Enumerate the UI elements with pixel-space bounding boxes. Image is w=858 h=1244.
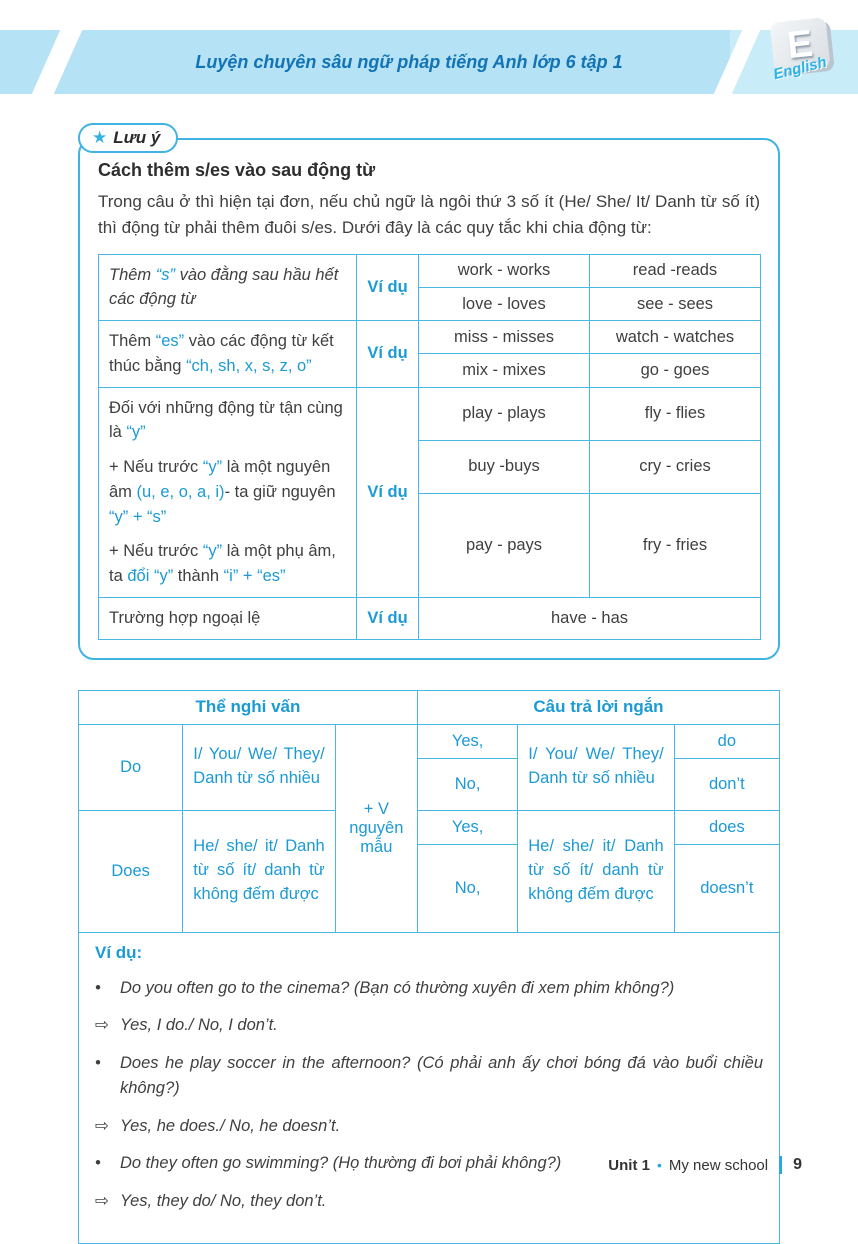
rule-row [99, 254, 761, 287]
vidu-label-cell: Ví dụ [357, 321, 419, 388]
footer-dot: • [656, 1157, 662, 1173]
qa-header-answer: Câu trả lời ngắn [417, 690, 779, 724]
example-cell: cry - cries [590, 440, 761, 493]
page-footer [608, 1156, 802, 1174]
rule-desc-cell [99, 387, 357, 597]
rule-desc-line: + Nếu trước “y” là một nguyên âm (u, e, o, a, i)- ta giữ nguyên “y” + “s” [109, 458, 336, 526]
example-text: Do you often go to the cinema? (Bạn có thường xuyên đi xem phim không?) [120, 978, 675, 997]
footer-unit: Unit 1 [608, 1156, 650, 1174]
example-cell: pay - pays [419, 494, 590, 598]
example-text: Does he play soccer in the afternoon? (Có phải anh ấy chơi bóng đá vào buổi chiều không?) [120, 1054, 763, 1097]
bullet-marker: • [95, 1154, 101, 1173]
rule-row [99, 597, 761, 639]
star-icon: ★ [92, 128, 108, 147]
example-text: Yes, he does./ No, he doesn’t. [120, 1116, 341, 1135]
example-text: Do they often go swimming? (Họ thường đi bơi phải không?) [120, 1154, 562, 1173]
page-content [0, 104, 858, 1244]
example-cell: go - goes [590, 354, 761, 387]
subjects-singular-cell: He/ she/ it/ Danh từ số ít/ danh từ không đếm được [183, 810, 335, 932]
no-cell: No, [417, 844, 517, 932]
short-does-cell: does [674, 810, 779, 844]
example-cell: read -reads [590, 254, 761, 287]
rule-desc-line: Trường hợp ngoại lệ [109, 608, 261, 627]
example-answer [95, 1114, 763, 1139]
intro-paragraph: Trong câu ở thì hiện tại đơn, nếu chủ ngữ là ngôi thứ 3 số ít (He/ She/ It/ Danh từ số ít) thì động từ phải thêm đuôi s/es. Dưới đây là các quy tắc khi chia động từ: [98, 192, 760, 238]
book-title: Luyện chuyên sâu ngữ pháp tiếng Anh lớp 6 tập 1 [195, 52, 623, 72]
rule-desc-line: + Nếu trước “y” là một phụ âm, ta đổi “y” thành “i” + “es” [109, 542, 336, 586]
example-sentence [95, 976, 763, 1001]
page-number: 9 [793, 1156, 802, 1173]
aux-does-cell: Does [79, 810, 183, 932]
example-cell: fry - fries [590, 494, 761, 598]
example-answer [95, 1013, 763, 1038]
rule-desc-cell [99, 597, 357, 639]
rule-row [99, 387, 761, 440]
example-cell: see - sees [590, 287, 761, 320]
subjects-plural-answer-cell: I/ You/ We/ They/ Danh từ số nhiều [518, 724, 674, 810]
yes-cell: Yes, [417, 810, 517, 844]
example-cell: watch - watches [590, 321, 761, 354]
logo-letter-e: E [770, 17, 831, 73]
short-doesnt-cell: doesn’t [674, 844, 779, 932]
arrow-marker: ⇨ [95, 1192, 109, 1211]
verb-form-cell: + V nguyên mẫu [335, 724, 417, 932]
footer-chapter: My new school [668, 1156, 769, 1174]
arrow-marker: ⇨ [95, 1016, 109, 1035]
footer-divider [779, 1156, 782, 1174]
vidu-label-cell: Ví dụ [357, 387, 419, 597]
verb-rules-table [98, 254, 761, 640]
section-heading: Cách thêm s/es vào sau động từ [98, 160, 376, 180]
qa-header-row [79, 690, 780, 724]
rule-desc-cell [99, 254, 357, 321]
rule-row [99, 321, 761, 354]
example-sentence [95, 1051, 763, 1101]
rule-desc-line: Thêm “es” vào các động từ kết thúc bằng “ch, sh, x, s, z, o” [109, 332, 334, 375]
note-tab [78, 123, 178, 153]
yes-cell: Yes, [417, 724, 517, 758]
do-does-table [78, 690, 780, 933]
example-cell: fly - flies [590, 387, 761, 440]
rule-desc-cell [99, 321, 357, 388]
qa-header-question: Thể nghi vấn [79, 690, 418, 724]
example-cell: love - loves [419, 287, 590, 320]
bullet-marker: • [95, 978, 101, 997]
example-cell: miss - misses [419, 321, 590, 354]
example-cell: work - works [419, 254, 590, 287]
rule-desc-line: Đối với những động từ tận cùng là “y” [109, 398, 343, 442]
subjects-singular-answer-cell: He/ she/ it/ Danh từ số ít/ danh từ không đếm được [518, 810, 674, 932]
note-tab-label: Lưu ý [113, 128, 161, 147]
arrow-marker: ⇨ [95, 1116, 109, 1135]
subjects-plural-cell: I/ You/ We/ They/ Danh từ số nhiều [183, 724, 335, 810]
example-text: Yes, I do./ No, I don’t. [120, 1016, 278, 1035]
example-cell: buy -buys [419, 440, 590, 493]
example-cell: have - has [419, 597, 761, 639]
note-box [78, 128, 780, 660]
short-do-cell: do [674, 724, 779, 758]
english-logo [756, 20, 844, 84]
vidu-label-cell: Ví dụ [357, 254, 419, 321]
example-text: Yes, they do/ No, they don’t. [120, 1192, 327, 1211]
examples-section [78, 933, 780, 1244]
bullet-marker: • [95, 1054, 101, 1073]
no-cell: No, [417, 758, 517, 810]
logo-word-english: English [771, 53, 829, 84]
example-cell: mix - mixes [419, 354, 590, 387]
vidu-label-cell: Ví dụ [357, 597, 419, 639]
qa-row [79, 724, 780, 758]
short-dont-cell: don’t [674, 758, 779, 810]
qa-row [79, 810, 780, 844]
aux-do-cell: Do [79, 724, 183, 810]
examples-label: Ví dụ: [95, 942, 143, 962]
rule-desc-line: Thêm “s” vào đằng sau hầu hết các động từ [109, 265, 339, 309]
example-answer [95, 1189, 763, 1214]
page-header [0, 0, 858, 104]
example-cell: play - plays [419, 387, 590, 440]
